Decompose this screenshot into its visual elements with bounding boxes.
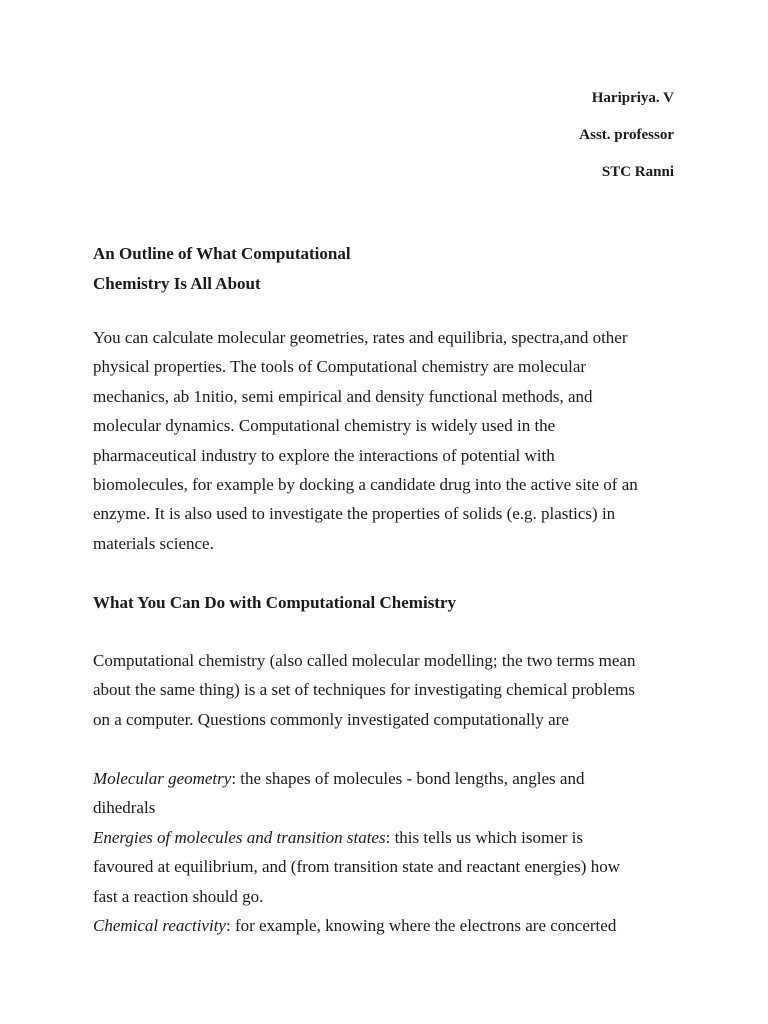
definition-text: : this tells us which isomer is [385,827,583,847]
author-role: Asst. professor [579,127,674,143]
document-title [93,239,351,298]
definition-text: : the shapes of molecules - bond lengths, angles and [231,769,585,788]
intro-paragraph [93,323,683,558]
text-line: physical properties. The tools of Computational chemistry are molecular [93,357,587,377]
definition-geometry [93,764,683,793]
section-heading: What You Can Do with Computational Chemistry [93,593,457,612]
title-line-1: An Outline of What Computational [93,244,351,263]
text-line: materials science. [93,533,214,553]
text-line: enzyme. It is also used to investigate the properties of solids (e.g. plastics) in [93,504,616,524]
text-line: favoured at equilibrium, and (from transition state and reactant energies) how [93,857,620,877]
author-name: Haripriya. V [591,90,674,106]
definition-reactivity [93,911,683,940]
definition-term: Chemical reactivity [93,916,226,936]
text-line: Computational chemistry (also called molecular modelling; the two terms mean [93,651,636,670]
definition-text: : for example, knowing where the electrons are concerted [225,916,617,936]
text-line: about the same thing) is a set of techniques for investigating chemical problems [93,680,635,700]
text-line: biomolecules, for example by docking a candidate drug into the active site of an [93,475,638,495]
text-line: on a computer. Questions commonly investigated computationally are [93,709,569,729]
text-line: pharmaceutical industry to explore the interactions of potential with [93,445,555,465]
text-line: You can calculate molecular geometries, rates and equilibria, spectra,and other [93,328,628,347]
text-line: dihedrals [93,798,156,818]
definition-term: Molecular geometry [93,769,232,788]
section-paragraph [93,646,683,734]
text-line: mechanics, ab 1nitio, semi empirical and density functional methods, and [93,386,593,406]
title-line-2: Chemistry Is All About [93,273,261,293]
text-line: fast a reaction should go. [93,886,264,906]
definition-term: Energies of molecules and transition states [93,827,386,847]
author-organization: STC Ranni [601,164,674,180]
definition-energies [93,823,683,852]
definitions-list [93,764,683,940]
text-line: molecular dynamics. Computational chemistry is widely used in the [93,416,556,436]
